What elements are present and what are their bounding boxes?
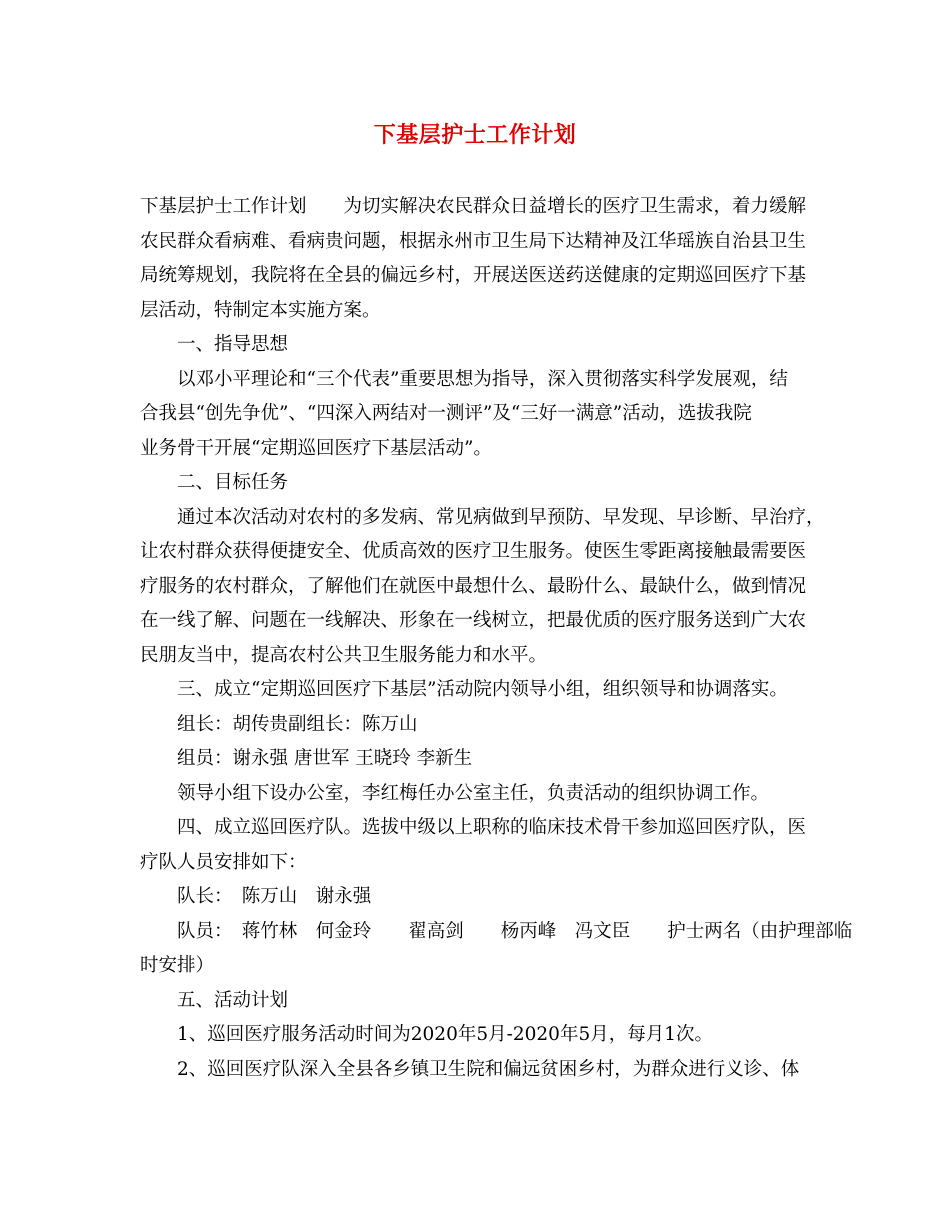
paragraph-line: 以邓小平理论和“三个代表”重要思想为指导，深入贯彻落实科学发展观，结 (140, 368, 788, 390)
section-heading: 三、成立“定期巡回医疗下基层”活动院内领导小组，组织领导和协调落实。 (140, 679, 788, 700)
paragraph-line: 组员：谢永强 唐世军 王晓玲 李新生 (140, 748, 473, 769)
paragraph-line: 领导小组下设办公室，李红梅任办公室主任，负责活动的组织协调工作。 (140, 782, 770, 804)
section-heading: 二、目标任务 (140, 472, 289, 493)
paragraph-line: 队员： 蒋竹林 何金玲 翟高剑 杨丙峰 冯文臣 护士两名（由护理部临 (140, 920, 853, 942)
paragraph-line: 疗队人员安排如下： (140, 851, 307, 873)
paragraph-line: 1、巡回医疗服务活动时间为2020年5月-2020年5月，每月1次。 (140, 1024, 713, 1045)
paragraph-line: 农民群众看病难、看病贵问题，根据永州市卫生局下达精神及江华瑶族自治县卫生 (140, 230, 807, 252)
paragraph-line: 组长：胡传贵副组长：陈万山 (140, 713, 418, 735)
paragraph-line: 通过本次活动对农村的多发病、常见病做到早预防、早发现、早诊断、早治疗， (140, 506, 825, 528)
section-heading: 五、活动计划 (140, 989, 289, 1011)
paragraph-line: 合我县“创先争优”、“四深入两结对一测评”及“三好一满意”活动，选拔我院 (140, 403, 752, 424)
paragraph-line: 层活动，特制定本实施方案。 (140, 299, 381, 321)
section-heading: 一、指导思想 (140, 334, 289, 355)
document-title: 下基层护士工作计划 (373, 122, 577, 148)
paragraph-line: 让农村群众获得便捷安全、优质高效的医疗卫生服务。使医生零距离接触最需要医 (140, 541, 807, 562)
paragraph-line: 业务骨干开展“定期巡回医疗下基层活动”。 (140, 437, 492, 459)
paragraph-line: 下基层护士工作计划 为切实解决农民群众日益增长的医疗卫生需求，着力缓解 (140, 196, 807, 217)
paragraph-line: 在一线了解、问题在一线解决、形象在一线树立，把最优质的医疗服务送到广大农 (140, 610, 807, 631)
paragraph-line: 局统筹规划，我院将在全县的偏远乡村，开展送医送药送健康的定期巡回医疗下基 (140, 265, 807, 286)
paragraph-line: 时安排） (140, 955, 215, 976)
paragraph-line: 疗服务的农村群众，了解他们在就医中最想什么、最盼什么、最缺什么，做到情况 (140, 575, 807, 597)
document-body (140, 190, 853, 1087)
paragraph-line: 2、巡回医疗队深入全县各乡镇卫生院和偏远贫困乡村，为群众进行义诊、体 (140, 1058, 800, 1080)
section-heading: 四、成立巡回医疗队。选拔中级以上职称的临床技术骨干参加巡回医疗队，医 (140, 817, 807, 838)
paragraph-line: 队长： 陈万山 谢永强 (140, 886, 372, 907)
paragraph-line: 民朋友当中，提高农村公共卫生服务能力和水平。 (140, 644, 548, 666)
